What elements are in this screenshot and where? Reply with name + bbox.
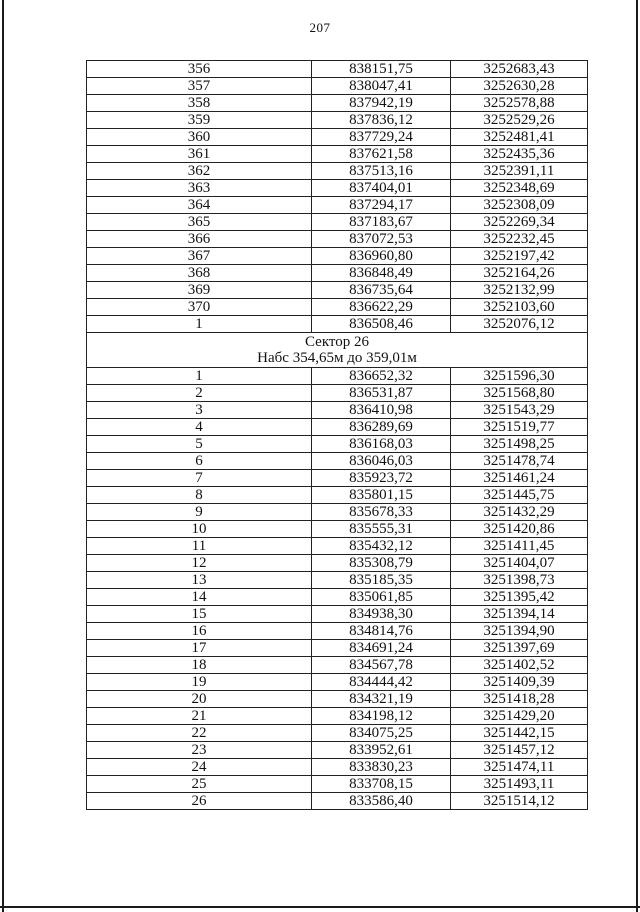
y-coordinate-cell: 3251420,86 [451,521,588,538]
table-row [87,657,588,674]
y-coordinate-cell: 3251445,75 [451,487,588,504]
y-coordinate-cell: 3251514,12 [451,793,588,810]
point-number-cell: 360 [87,129,312,146]
x-coordinate-cell: 835555,31 [312,521,451,538]
coordinates-table [86,60,588,810]
table-row [87,793,588,810]
point-number-cell: 18 [87,657,312,674]
point-number-cell: 16 [87,623,312,640]
table-row [87,214,588,231]
point-number-cell: 363 [87,180,312,197]
point-number-cell: 359 [87,112,312,129]
y-coordinate-cell: 3251461,24 [451,470,588,487]
y-coordinate-cell: 3251519,77 [451,419,588,436]
y-coordinate-cell: 3251442,15 [451,725,588,742]
table-row [87,112,588,129]
table-row [87,640,588,657]
table-row [87,231,588,248]
point-number-cell: 8 [87,487,312,504]
x-coordinate-cell: 833586,40 [312,793,451,810]
x-coordinate-cell: 834814,76 [312,623,451,640]
table-row [87,61,588,78]
sector-title: Сектор 26 [304,334,370,350]
point-number-cell: 14 [87,589,312,606]
x-coordinate-cell: 838047,41 [312,78,451,95]
table-row [87,708,588,725]
x-coordinate-cell: 836735,64 [312,282,451,299]
y-coordinate-cell: 3251397,69 [451,640,588,657]
point-number-cell: 366 [87,231,312,248]
x-coordinate-cell: 834444,42 [312,674,451,691]
sector-header-cell [87,333,588,368]
point-number-cell: 365 [87,214,312,231]
y-coordinate-cell: 3252132,99 [451,282,588,299]
point-number-cell: 362 [87,163,312,180]
point-number-cell: 20 [87,691,312,708]
table-row [87,299,588,316]
x-coordinate-cell: 836960,80 [312,248,451,265]
table-row [87,521,588,538]
y-coordinate-cell: 3252529,26 [451,112,588,129]
x-coordinate-cell: 837621,58 [312,146,451,163]
y-coordinate-cell: 3251478,74 [451,453,588,470]
page-border-bottom [0,906,640,908]
table-row [87,504,588,521]
x-coordinate-cell: 836652,32 [312,368,451,385]
x-coordinate-cell: 836848,49 [312,265,451,282]
y-coordinate-cell: 3252103,60 [451,299,588,316]
point-number-cell: 369 [87,282,312,299]
point-number-cell: 361 [87,146,312,163]
y-coordinate-cell: 3251596,30 [451,368,588,385]
point-number-cell: 5 [87,436,312,453]
point-number-cell: 10 [87,521,312,538]
table-row [87,78,588,95]
y-coordinate-cell: 3252164,26 [451,265,588,282]
x-coordinate-cell: 835923,72 [312,470,451,487]
point-number-cell: 21 [87,708,312,725]
table-row [87,436,588,453]
y-coordinate-cell: 3251493,11 [451,776,588,793]
page-border-left [2,0,4,912]
y-coordinate-cell: 3251432,29 [451,504,588,521]
x-coordinate-cell: 835308,79 [312,555,451,572]
table-row [87,453,588,470]
y-coordinate-cell: 3251568,80 [451,385,588,402]
sector-header-section [87,333,588,368]
x-coordinate-cell: 833830,23 [312,759,451,776]
x-coordinate-cell: 837836,12 [312,112,451,129]
x-coordinate-cell: 834321,19 [312,691,451,708]
sector-header-row [87,333,588,368]
table-row [87,95,588,112]
table-row [87,265,588,282]
y-coordinate-cell: 3252481,41 [451,129,588,146]
y-coordinate-cell: 3251429,20 [451,708,588,725]
point-number-cell: 358 [87,95,312,112]
y-coordinate-cell: 3252435,36 [451,146,588,163]
table-row [87,368,588,385]
x-coordinate-cell: 836168,03 [312,436,451,453]
x-coordinate-cell: 836508,46 [312,316,451,333]
x-coordinate-cell: 834938,30 [312,606,451,623]
table-row [87,538,588,555]
point-number-cell: 364 [87,197,312,214]
table-row [87,316,588,333]
x-coordinate-cell: 835678,33 [312,504,451,521]
point-number-cell: 26 [87,793,312,810]
y-coordinate-cell: 3252308,09 [451,197,588,214]
x-coordinate-cell: 834567,78 [312,657,451,674]
table-row [87,572,588,589]
y-coordinate-cell: 3251395,42 [451,589,588,606]
table-row [87,606,588,623]
table-row [87,197,588,214]
x-coordinate-cell: 837183,67 [312,214,451,231]
x-coordinate-cell: 835432,12 [312,538,451,555]
table-row [87,589,588,606]
x-coordinate-cell: 837729,24 [312,129,451,146]
y-coordinate-cell: 3252232,45 [451,231,588,248]
table-row [87,470,588,487]
point-number-cell: 12 [87,555,312,572]
y-coordinate-cell: 3251457,12 [451,742,588,759]
y-coordinate-cell: 3251498,25 [451,436,588,453]
y-coordinate-cell: 3251394,90 [451,623,588,640]
table-row [87,759,588,776]
x-coordinate-cell: 836622,29 [312,299,451,316]
point-number-cell: 3 [87,402,312,419]
x-coordinate-cell: 836046,03 [312,453,451,470]
x-coordinate-cell: 836410,98 [312,402,451,419]
y-coordinate-cell: 3252630,28 [451,78,588,95]
y-coordinate-cell: 3252197,42 [451,248,588,265]
point-number-cell: 4 [87,419,312,436]
x-coordinate-cell: 836531,87 [312,385,451,402]
table-row [87,282,588,299]
x-coordinate-cell: 837513,16 [312,163,451,180]
y-coordinate-cell: 3252076,12 [451,316,588,333]
point-number-cell: 6 [87,453,312,470]
y-coordinate-cell: 3251474,11 [451,759,588,776]
point-number-cell: 7 [87,470,312,487]
x-coordinate-cell: 836289,69 [312,419,451,436]
table-row [87,419,588,436]
table-row [87,776,588,793]
point-number-cell: 13 [87,572,312,589]
x-coordinate-cell: 835801,15 [312,487,451,504]
point-number-cell: 9 [87,504,312,521]
point-number-cell: 11 [87,538,312,555]
table-row [87,674,588,691]
y-coordinate-cell: 3251418,28 [451,691,588,708]
table-row [87,691,588,708]
x-coordinate-cell: 838151,75 [312,61,451,78]
point-number-cell: 357 [87,78,312,95]
point-number-cell: 23 [87,742,312,759]
table-row [87,385,588,402]
table-row [87,623,588,640]
y-coordinate-cell: 3251394,14 [451,606,588,623]
page-border-right [636,0,638,912]
x-coordinate-cell: 837072,53 [312,231,451,248]
y-coordinate-cell: 3252683,43 [451,61,588,78]
point-number-cell: 25 [87,776,312,793]
point-number-cell: 1 [87,368,312,385]
point-number-cell: 367 [87,248,312,265]
point-number-cell: 15 [87,606,312,623]
table-row [87,163,588,180]
point-number-cell: 370 [87,299,312,316]
table-row [87,402,588,419]
y-coordinate-cell: 3252348,69 [451,180,588,197]
y-coordinate-cell: 3251411,45 [451,538,588,555]
y-coordinate-cell: 3251404,07 [451,555,588,572]
table-row [87,129,588,146]
x-coordinate-cell: 835185,35 [312,572,451,589]
point-number-cell: 17 [87,640,312,657]
y-coordinate-cell: 3252578,88 [451,95,588,112]
table-row [87,180,588,197]
x-coordinate-cell: 834691,24 [312,640,451,657]
x-coordinate-cell: 834198,12 [312,708,451,725]
x-coordinate-cell: 833708,15 [312,776,451,793]
y-coordinate-cell: 3251398,73 [451,572,588,589]
point-number-cell: 24 [87,759,312,776]
table-row [87,146,588,163]
table-section-before [87,61,588,333]
x-coordinate-cell: 833952,61 [312,742,451,759]
y-coordinate-cell: 3252391,11 [451,163,588,180]
point-number-cell: 2 [87,385,312,402]
point-number-cell: 1 [87,316,312,333]
table-section-after [87,368,588,810]
table-row [87,248,588,265]
point-number-cell: 22 [87,725,312,742]
sector-subtitle: Набс 354,65м до 359,01м [257,350,417,366]
x-coordinate-cell: 835061,85 [312,589,451,606]
table-row [87,487,588,504]
table-row [87,555,588,572]
point-number-cell: 368 [87,265,312,282]
table-row [87,725,588,742]
x-coordinate-cell: 834075,25 [312,725,451,742]
page-number: 207 [309,20,331,35]
x-coordinate-cell: 837294,17 [312,197,451,214]
y-coordinate-cell: 3251543,29 [451,402,588,419]
x-coordinate-cell: 837942,19 [312,95,451,112]
y-coordinate-cell: 3251409,39 [451,674,588,691]
y-coordinate-cell: 3252269,34 [451,214,588,231]
y-coordinate-cell: 3251402,52 [451,657,588,674]
x-coordinate-cell: 837404,01 [312,180,451,197]
point-number-cell: 356 [87,61,312,78]
table-row [87,742,588,759]
point-number-cell: 19 [87,674,312,691]
